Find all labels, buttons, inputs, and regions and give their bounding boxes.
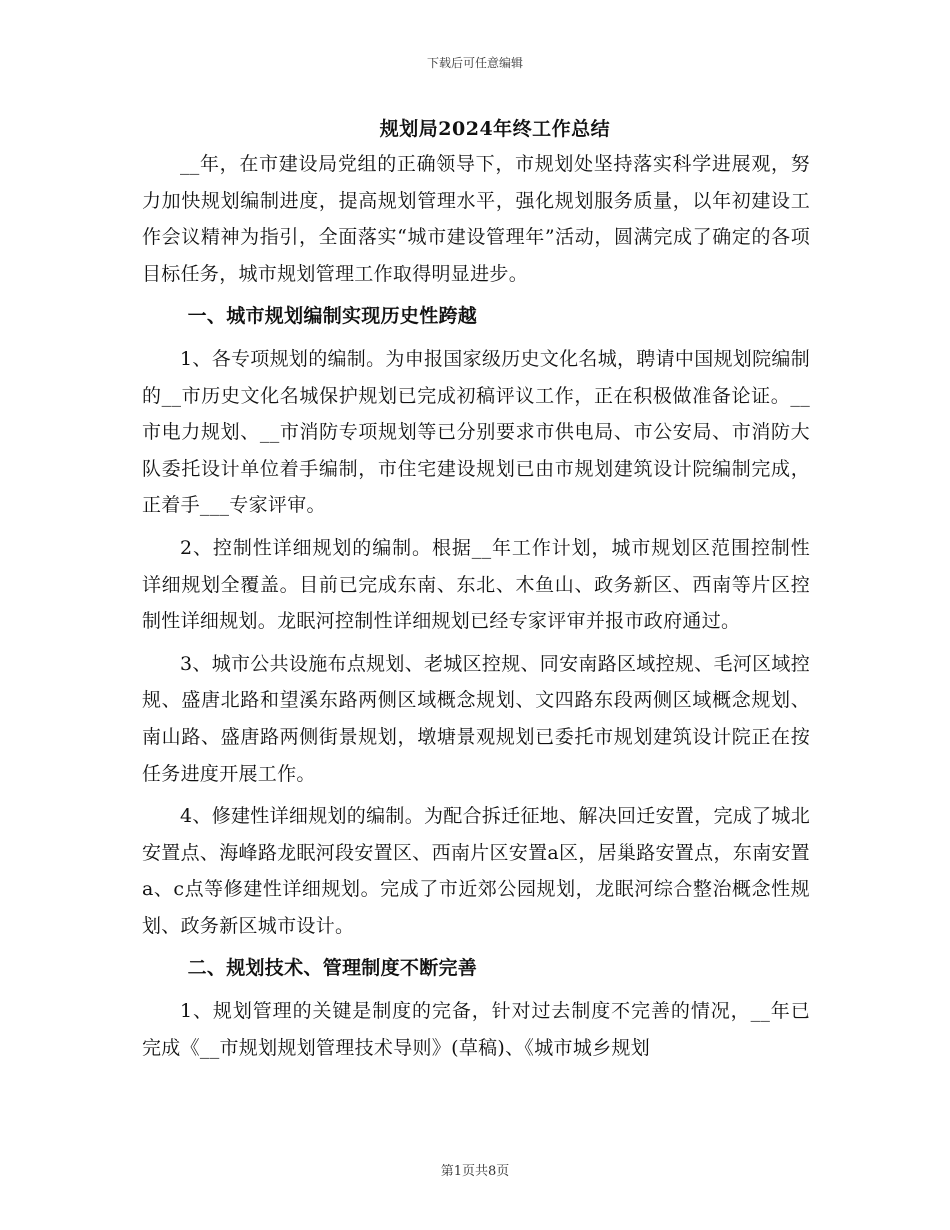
section-1-paragraph-1: 1、各专项规划的编制。为申报国家级历史文化名城，聘请中国规划院编制的__市历史文化名城保护规划已完成初稿评议工作，正在积极做准备论证。__市电力规划、__市消防专项规划等已分别要求市供电局、市公安局、市消防大队委托设计单位着手编制，市住宅建设规划已由市规划建筑设计院编制完成，正着手___专家评审。 bbox=[142, 347, 810, 517]
section-heading-2: 二、规划技术、管理制度不断完善 bbox=[187, 957, 478, 980]
section-heading-1: 一、城市规划编制实现历史性跨越 bbox=[187, 305, 478, 328]
document-body bbox=[142, 146, 810, 1066]
header-note: 下载后可任意编辑 bbox=[426, 56, 523, 70]
section-1-paragraph-4: 4、修建性详细规划的编制。为配合拆迁征地、解决回迁安置，完成了城北安置点、海峰路龙眠河段安置区、西南片区安置a区，居巢路安置点，东南安置a、c点等修建性详细规划。完成了市近郊公园规划，龙眠河综合整治概念性规划、政务新区城市设计。 bbox=[142, 805, 810, 937]
intro-paragraph: __年，在市建设局党组的正确领导下，市规划处坚持落实科学进展观，努力加快规划编制进度，提高规划管理水平，强化规划服务质量，以年初建设工作会议精神为指引，全面落实“城市建设管理年”活动，圆满完成了确定的各项目标任务，城市规划管理工作取得明显进步。 bbox=[142, 153, 810, 285]
section-1-paragraph-3: 3、城市公共设施布点规划、老城区控规、同安南路区域控规、毛河区域控规、盛唐北路和望溪东路两侧区域概念规划、文四路东段两侧区域概念规划、南山路、盛唐路两侧街景规划，墩塘景观规划已委托市规划建筑设计院正在按任务进度开展工作。 bbox=[142, 652, 810, 785]
page-number: 第1页共8页 bbox=[440, 1164, 510, 1179]
document-title: 规划局2024年终工作总结 bbox=[379, 118, 611, 140]
section-2-paragraph-1: 1、规划管理的关键是制度的完备，针对过去制度不完善的情况，__年已完成《__市规划规划管理技术导则》(草稿)、《城市城乡规划 bbox=[142, 1000, 810, 1059]
section-1-paragraph-2: 2、控制性详细规划的编制。根据__年工作计划，城市规划区范围控制性详细规划全覆盖。目前已完成东南、东北、木鱼山、政务新区、西南等片区控制性详细规划。龙眠河控制性详细规划已经专家评审并报市政府通过。 bbox=[142, 536, 810, 633]
